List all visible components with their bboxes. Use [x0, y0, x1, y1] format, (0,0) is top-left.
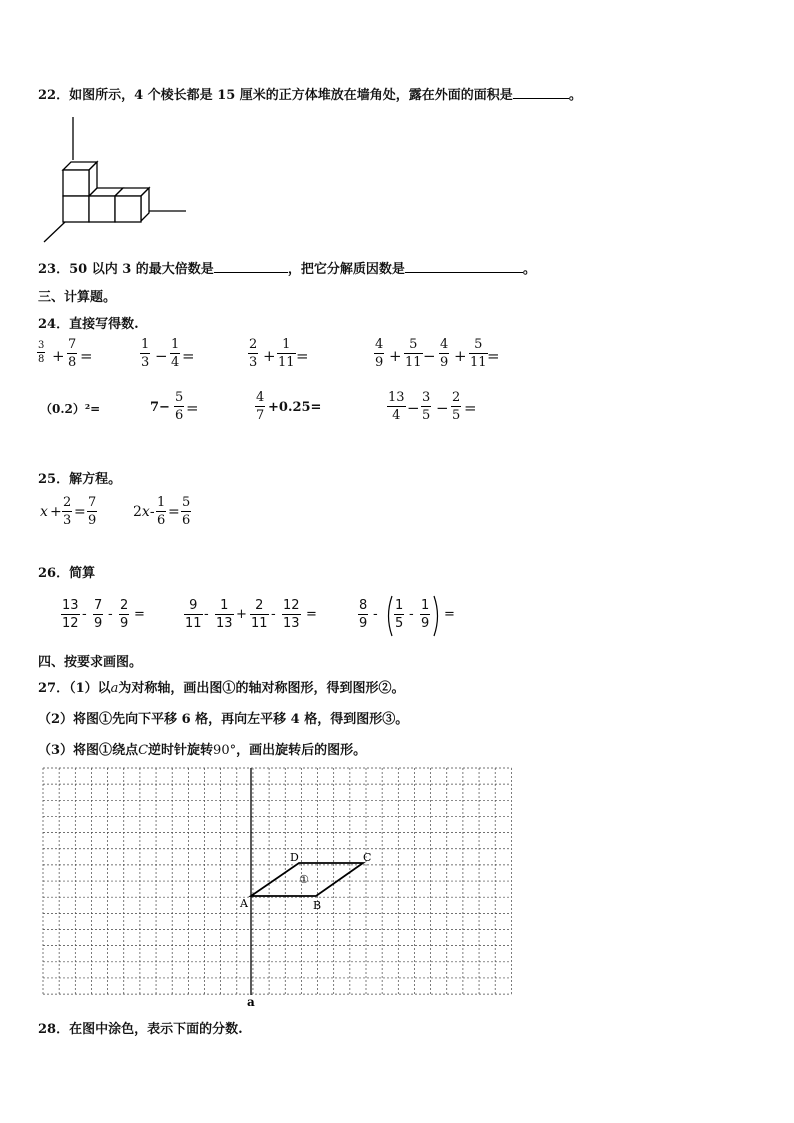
minus: − — [155, 347, 168, 365]
fraction: 1 13 — [216, 598, 233, 631]
fraction: 2 5 — [452, 390, 461, 423]
fraction: 4 7 — [256, 390, 265, 423]
var-2x: 2x- — [133, 504, 155, 520]
plus: + — [236, 607, 247, 622]
fraction: 1 9 — [421, 598, 430, 631]
question-24: 24．直接写得数. — [38, 317, 139, 332]
plus: + — [50, 504, 62, 520]
question-27-part2: （2）将图①先向下平移 6 格，再向左平移 4 格，得到图形③。 — [38, 712, 409, 727]
axis-label-a: a — [247, 995, 255, 1009]
expression-plus-decimal: +0.25= — [268, 400, 322, 415]
equals: = — [487, 347, 500, 365]
equals: = — [464, 399, 477, 417]
fraction: 5 11 — [470, 337, 487, 370]
plus: + — [52, 347, 65, 365]
fraction: 2 3 — [249, 337, 258, 370]
fraction: 9 11 — [185, 598, 202, 631]
expression-power: （0.2）²= — [40, 402, 101, 416]
question-26: 26．简算 — [38, 566, 96, 581]
fraction: 5 6 — [182, 495, 191, 528]
question-27-part1: 27．（1）以a为对称轴，画出图①的轴对称图形，得到图形②。 — [38, 681, 405, 696]
fraction: 1 11 — [278, 337, 295, 370]
minus: − — [407, 399, 420, 417]
fraction: 13 4 — [388, 390, 405, 423]
var-x: x — [40, 504, 48, 520]
label-A: A — [240, 897, 248, 910]
fraction: 7 9 — [94, 598, 103, 631]
minus: - — [204, 607, 209, 622]
label-B: B — [313, 899, 322, 912]
question-22: 22．如图所示，4 个棱长都是 15 厘米的正方体堆放在墙角处，露在外面的面积是 。 — [38, 88, 582, 103]
fraction: 4 9 — [375, 337, 384, 370]
minus: - — [373, 607, 378, 622]
question-28: 28．在图中涂色，表示下面的分数. — [38, 1022, 243, 1037]
equals: = — [444, 607, 455, 622]
fraction: 1 4 — [171, 337, 180, 370]
equals: = — [296, 347, 309, 365]
equals: = — [182, 347, 195, 365]
fraction: 5 6 — [175, 390, 184, 423]
minus: - — [108, 607, 113, 622]
equals: = — [80, 347, 93, 365]
minus: − — [423, 347, 436, 365]
equals: = — [168, 504, 180, 520]
fraction: 1 5 — [395, 598, 404, 631]
shape-label: ① — [299, 873, 309, 886]
fraction: 7 9 — [88, 495, 97, 528]
question-25: 25．解方程。 — [38, 472, 122, 487]
plus: + — [454, 347, 467, 365]
fraction: 2 3 — [63, 495, 72, 528]
fraction: 1 6 — [157, 495, 166, 528]
minus: − — [436, 399, 449, 417]
equals: = — [306, 607, 317, 622]
fraction: 1 3 — [141, 337, 150, 370]
fraction: 7 8 — [68, 337, 77, 370]
section-3-title: 三、计算题。 — [38, 290, 117, 305]
fraction: 3 5 — [422, 390, 431, 423]
plus: + — [389, 347, 402, 365]
fraction: 2 9 — [120, 598, 129, 631]
minus: - — [82, 607, 87, 622]
minus: - — [409, 607, 414, 622]
fraction: 8 9 — [359, 598, 368, 631]
fraction: 2 11 — [251, 598, 268, 631]
equals: = — [74, 504, 86, 520]
equals: = — [186, 399, 199, 417]
plus: + — [263, 347, 276, 365]
section-4-title: 四、按要求画图。 — [38, 655, 143, 670]
fraction: 12 13 — [283, 598, 300, 631]
fraction: 4 9 — [440, 337, 449, 370]
fraction: 5 11 — [405, 337, 422, 370]
question-23: 23．50 以内 3 的最大倍数是 ，把它分解质因数是 。 — [38, 262, 536, 277]
minus: - — [271, 607, 276, 622]
fraction: 3 8 — [38, 340, 45, 365]
grid-lines — [43, 768, 511, 994]
fraction: 13 12 — [62, 598, 79, 631]
question-27-part3: （3）将图①绕点C逆时针旋转90°，画出旋转后的图形。 — [38, 743, 367, 758]
label-C: C — [363, 851, 372, 864]
label-D: D — [290, 851, 299, 864]
expression-seven-minus: 7− — [150, 400, 170, 415]
equals: = — [134, 607, 145, 622]
